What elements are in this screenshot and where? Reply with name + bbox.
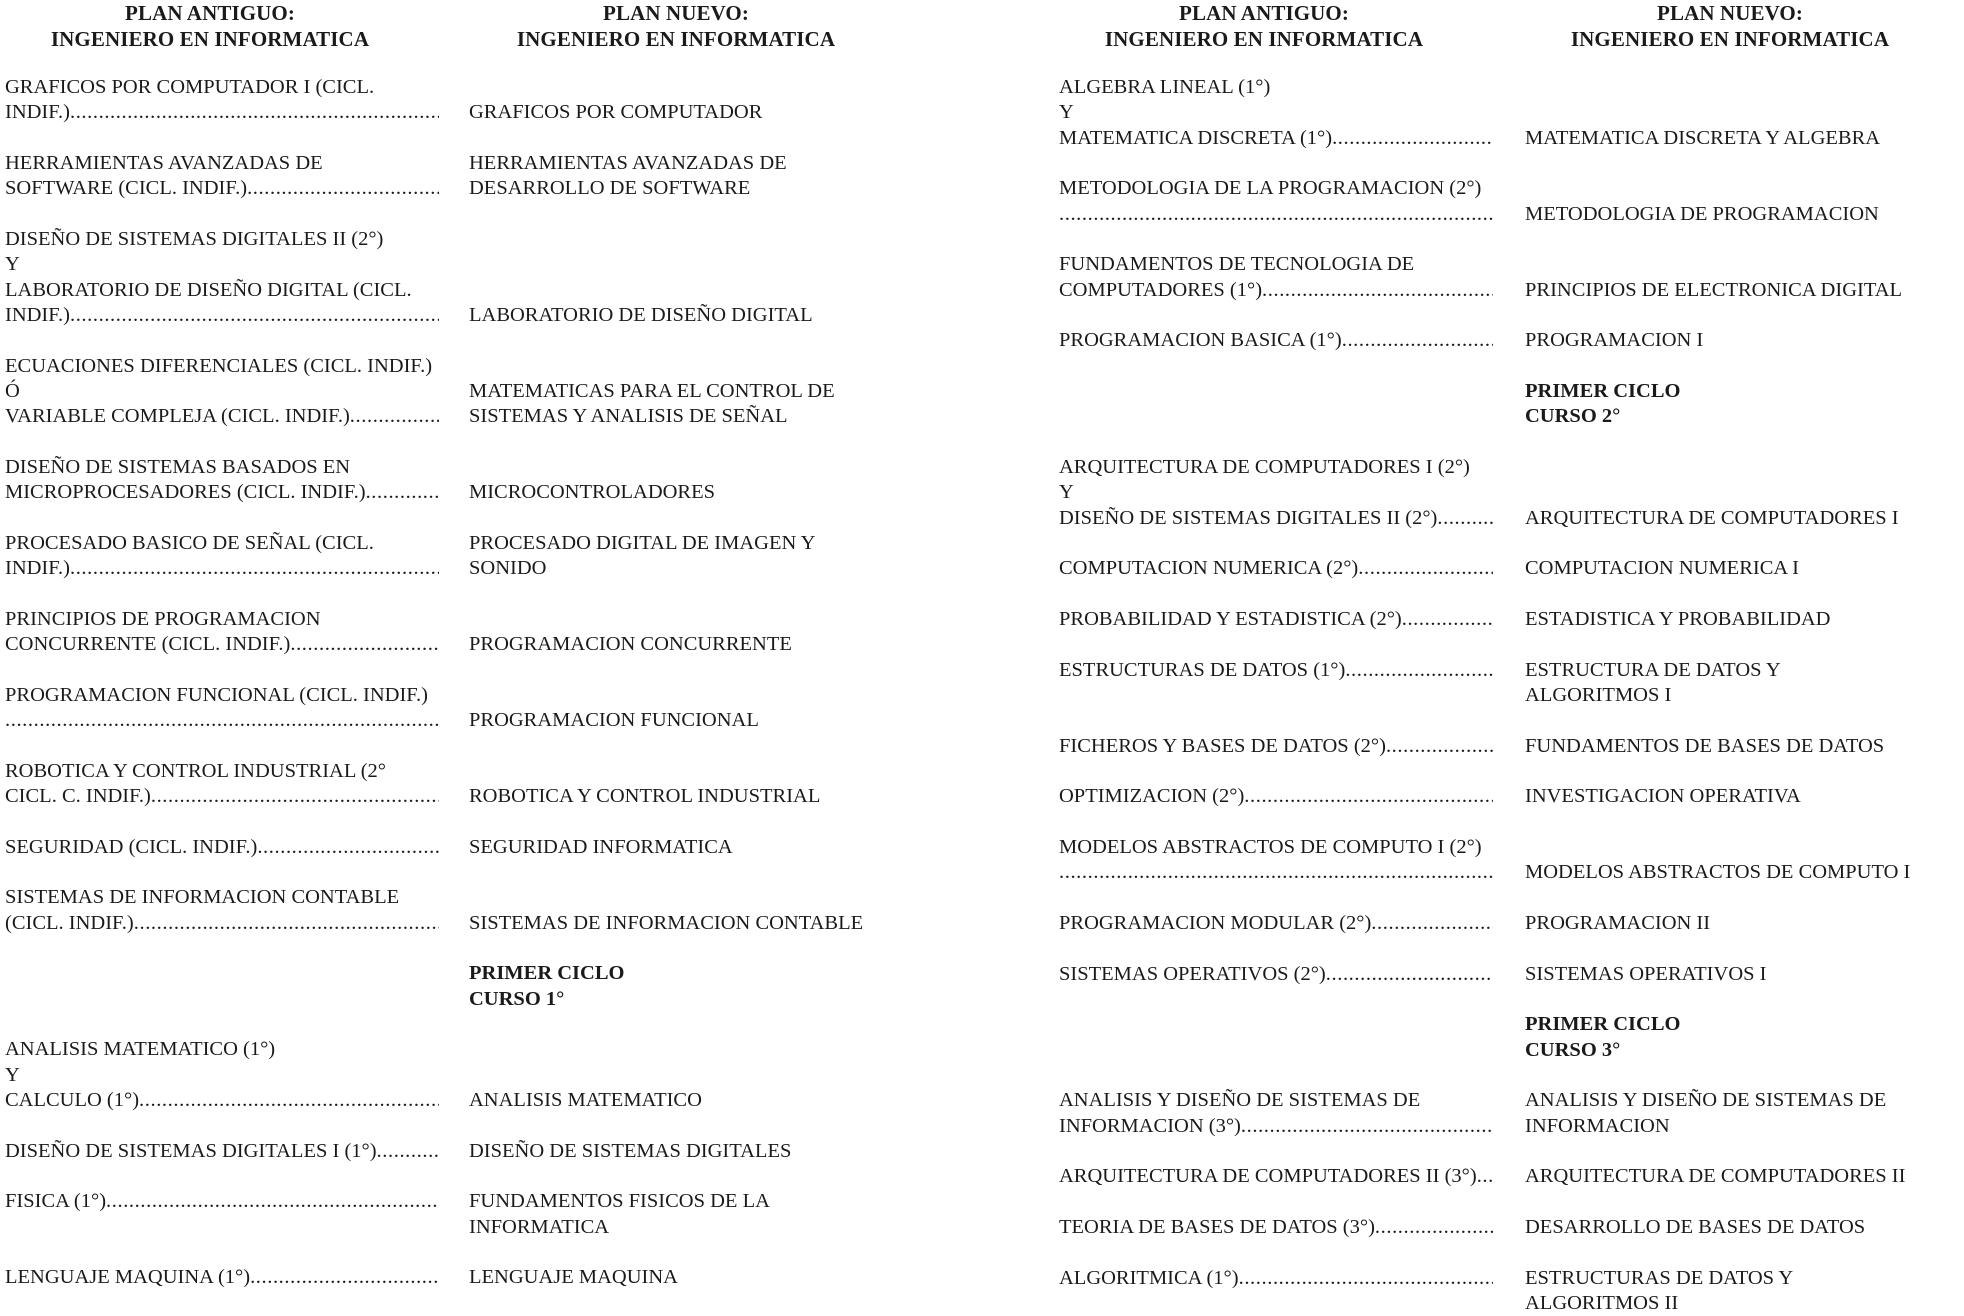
old-course-entry xyxy=(5,354,439,430)
entry-line: ROBOTICA Y CONTROL INDUSTRIAL (2° xyxy=(5,759,386,782)
entry-line xyxy=(1525,835,1960,860)
dot-leader xyxy=(1386,734,1493,759)
dot-leader xyxy=(247,176,439,201)
dot-leader xyxy=(290,632,439,657)
old-course-entry xyxy=(1059,1088,1493,1139)
entry-line-with-leader xyxy=(1059,1164,1493,1189)
new-course-entry xyxy=(1525,1215,1960,1240)
entry-line xyxy=(1525,455,1960,480)
old-course-entry xyxy=(5,835,439,860)
entry-line-with-leader xyxy=(1059,1266,1493,1291)
header-title: PLAN ANTIGUO: xyxy=(125,1,295,25)
entry-text: ARQUITECTURA DE COMPUTADORES II (3°) xyxy=(1059,1165,1477,1188)
section-spacer xyxy=(1059,1012,1493,1063)
entry-line-with-leader xyxy=(1059,1114,1493,1139)
new-course-entry xyxy=(1525,556,1960,581)
left-new-plan-column xyxy=(469,75,899,1291)
entry-line-with-leader xyxy=(5,556,439,581)
new-course-entry xyxy=(1525,328,1960,353)
entry-line: ANALISIS Y DISEÑO DE SISTEMAS DE xyxy=(1059,1089,1421,1112)
entry-text: CALCULO (1°) xyxy=(5,1089,140,1111)
header-subtitle: INGENIERO EN INFORMATICA xyxy=(516,27,836,51)
dot-leader xyxy=(1345,658,1493,683)
entry-line: MICROCONTROLADORES xyxy=(469,481,716,504)
entry-line: LABORATORIO DE DISEÑO DIGITAL (CICL. xyxy=(5,278,412,301)
entry-line: LENGUAJE MAQUINA xyxy=(469,1266,678,1289)
dot-leader xyxy=(1239,1266,1493,1291)
old-course-entry xyxy=(1059,1215,1493,1240)
dot-leader xyxy=(377,1139,439,1164)
section-spacer xyxy=(1059,379,1493,430)
entry-line-with-leader xyxy=(1059,126,1493,151)
old-course-entry xyxy=(1059,1266,1493,1316)
entry-line xyxy=(469,227,899,252)
entry-line: ARQUITECTURA DE COMPUTADORES I (2°) xyxy=(1059,455,1470,478)
dot-leader xyxy=(1371,911,1493,936)
old-course-entry xyxy=(1059,658,1493,709)
header-title: PLAN NUEVO: xyxy=(1657,1,1803,25)
entry-line: FUNDAMENTOS FISICOS DE LA xyxy=(469,1190,770,1213)
new-course-entry xyxy=(469,683,899,734)
entry-text: COMPUTACION NUMERICA (2°) xyxy=(1059,557,1359,580)
entry-line: ESTADISTICA Y PROBABILIDAD xyxy=(1525,607,1831,630)
entry-line: ARQUITECTURA DE COMPUTADORES II xyxy=(1525,1165,1906,1188)
entry-line xyxy=(469,1063,899,1088)
entry-line: ROBOTICA Y CONTROL INDUSTRIAL xyxy=(469,785,821,808)
old-course-entry xyxy=(1059,455,1493,531)
header-plan-nuevo-left xyxy=(466,0,886,52)
entry-line-with-leader xyxy=(5,100,439,125)
entry-text: OPTIMIZACION (2°) xyxy=(1059,785,1245,808)
entry-line: ALGORITMOS I xyxy=(1525,683,1672,706)
entry-line xyxy=(469,607,899,632)
entry-line: ANALISIS Y DISEÑO DE SISTEMAS DE xyxy=(1525,1089,1887,1112)
dot-leader xyxy=(106,1189,439,1214)
entry-line-with-leader xyxy=(1059,860,1493,885)
entry-line: INFORMATICA xyxy=(469,1215,610,1238)
entry-line-with-leader xyxy=(1059,556,1493,581)
entry-line-with-leader xyxy=(1059,506,1493,531)
entry-line: PROGRAMACION I xyxy=(1525,329,1704,352)
new-course-entry xyxy=(469,1265,899,1290)
section-heading-line: PRIMER CICLO xyxy=(1525,379,1681,402)
entry-text: CONCURRENTE (CICL. INDIF.) xyxy=(5,633,291,656)
entry-line: PROGRAMACION II xyxy=(1525,911,1711,934)
new-course-entry xyxy=(469,75,899,126)
dot-leader xyxy=(1262,278,1493,303)
dot-leader xyxy=(1241,1114,1493,1139)
new-course-entry xyxy=(1525,835,1960,886)
section-heading xyxy=(1525,379,1960,430)
new-course-entry xyxy=(1525,176,1960,227)
new-course-entry xyxy=(1525,784,1960,809)
new-course-entry xyxy=(1525,734,1960,759)
right-old-plan-column xyxy=(1059,75,1493,1316)
section-heading-line: CURSO 2° xyxy=(1525,405,1621,428)
entry-line-with-leader xyxy=(5,1139,439,1164)
dot-leader xyxy=(1375,1215,1493,1240)
dot-leader xyxy=(1358,556,1493,581)
old-course-entry xyxy=(5,1265,439,1290)
entry-line: PROCESADO BASICO DE SEÑAL (CICL. xyxy=(5,531,374,554)
entry-line xyxy=(469,278,899,303)
entry-line: DISEÑO DE SISTEMAS DIGITALES II (2°) xyxy=(5,227,384,250)
dot-leader xyxy=(151,784,439,809)
old-course-entry xyxy=(5,607,439,658)
section-heading xyxy=(1525,1012,1960,1063)
dot-leader xyxy=(1326,962,1493,987)
entry-line: PROGRAMACION CONCURRENTE xyxy=(469,633,792,656)
old-course-entry xyxy=(1059,911,1493,936)
entry-line: METODOLOGIA DE LA PROGRAMACION (2°) xyxy=(1059,177,1482,200)
entry-line: GRAFICOS POR COMPUTADOR I (CICL. xyxy=(5,76,375,98)
dot-leader xyxy=(1402,607,1493,632)
dot-leader xyxy=(250,1265,439,1290)
old-course-entry xyxy=(1059,556,1493,581)
entry-line: DISEÑO DE SISTEMAS BASADOS EN xyxy=(5,455,351,478)
new-course-entry xyxy=(1525,1088,1960,1139)
old-course-entry xyxy=(5,151,439,202)
dot-leader xyxy=(1059,860,1493,885)
old-course-entry xyxy=(5,683,439,734)
old-course-entry xyxy=(5,885,439,936)
new-course-entry xyxy=(469,759,899,810)
entry-line: FUNDAMENTOS DE BASES DE DATOS xyxy=(1525,734,1885,757)
dot-leader xyxy=(70,303,439,328)
entry-line-with-leader xyxy=(1059,328,1493,353)
entry-line-with-leader xyxy=(1059,1215,1493,1240)
dot-leader xyxy=(1477,1164,1493,1189)
entry-line: ALGORITMOS II xyxy=(1525,1291,1679,1314)
entry-text: LENGUAJE MAQUINA (1°) xyxy=(5,1266,251,1289)
entry-line xyxy=(1525,480,1960,505)
dot-leader xyxy=(70,556,439,581)
entry-line: MODELOS ABSTRACTOS DE COMPUTO I xyxy=(1525,861,1911,884)
old-course-entry xyxy=(5,455,439,506)
new-course-entry xyxy=(469,885,899,936)
entry-line: SISTEMAS DE INFORMACION CONTABLE xyxy=(469,911,864,934)
section-heading-line: PRIMER CICLO xyxy=(469,962,625,985)
header-subtitle: INGENIERO EN INFORMATICA xyxy=(1104,27,1424,51)
new-course-entry xyxy=(1525,75,1960,151)
entry-line-with-leader xyxy=(5,632,439,657)
entry-line xyxy=(469,252,899,277)
entry-line: DISEÑO DE SISTEMAS DIGITALES xyxy=(469,1139,792,1162)
old-course-entry xyxy=(5,75,439,126)
entry-line-with-leader xyxy=(1059,962,1493,987)
entry-text: FISICA (1°) xyxy=(5,1190,107,1213)
entry-line: Y xyxy=(5,253,20,276)
entry-line xyxy=(1525,176,1960,201)
entry-line-with-leader xyxy=(1059,607,1493,632)
entry-line: ESTRUCTURAS DE DATOS Y xyxy=(1525,1266,1794,1289)
entry-line-with-leader xyxy=(5,480,439,505)
entry-line: Y xyxy=(5,1063,20,1086)
entry-line: PROCESADO DIGITAL DE IMAGEN Y xyxy=(469,531,816,554)
entry-line xyxy=(469,885,899,910)
entry-line: PROGRAMACION FUNCIONAL (CICL. INDIF.) xyxy=(5,683,428,706)
new-course-entry xyxy=(469,151,899,202)
entry-line: DESARROLLO DE SOFTWARE xyxy=(469,177,751,200)
entry-text: PROBABILIDAD Y ESTADISTICA (2°) xyxy=(1059,607,1402,630)
header-plan-antiguo-right xyxy=(1054,0,1474,52)
left-old-plan-column xyxy=(5,75,439,1291)
old-course-entry xyxy=(5,227,439,328)
entry-line xyxy=(469,759,899,784)
entry-line-with-leader xyxy=(5,835,439,860)
old-course-entry xyxy=(1059,784,1493,809)
entry-text: (CICL. INDIF.) xyxy=(5,911,134,934)
entry-line xyxy=(1525,100,1960,125)
new-course-entry xyxy=(1525,1164,1960,1189)
header-subtitle: INGENIERO EN INFORMATICA xyxy=(50,27,370,51)
entry-line: ARQUITECTURA DE COMPUTADORES I xyxy=(1525,506,1899,529)
entry-line: ANALISIS MATEMATICO (1°) xyxy=(5,1038,276,1061)
section-heading-line: CURSO 1° xyxy=(469,987,565,1010)
entry-line-with-leader xyxy=(1059,734,1493,759)
dot-leader xyxy=(70,100,439,125)
entry-line-with-leader xyxy=(1059,278,1493,303)
dot-leader xyxy=(1244,784,1493,809)
old-course-entry xyxy=(1059,962,1493,987)
dot-leader xyxy=(1342,328,1493,353)
dot-leader xyxy=(257,835,439,860)
entry-text: INDIF.) xyxy=(5,101,70,124)
entry-text: DISEÑO DE SISTEMAS DIGITALES I (1°) xyxy=(5,1139,377,1162)
entry-line: MATEMATICA DISCRETA Y ALGEBRA xyxy=(1525,126,1881,149)
right-new-plan-column xyxy=(1525,75,1960,1316)
dot-leader xyxy=(5,708,439,733)
entry-text: SISTEMAS OPERATIVOS (2°) xyxy=(1059,962,1326,985)
entry-line: Y xyxy=(1059,481,1074,504)
section-spacer xyxy=(5,961,439,1012)
header-title: PLAN NUEVO: xyxy=(603,1,749,25)
dot-leader xyxy=(134,911,439,936)
new-course-entry xyxy=(469,455,899,506)
entry-line: PROGRAMACION FUNCIONAL xyxy=(469,709,759,732)
entry-line: SISTEMAS OPERATIVOS I xyxy=(1525,962,1767,985)
new-course-entry xyxy=(469,227,899,328)
old-course-entry xyxy=(1059,252,1493,303)
entry-line xyxy=(469,1037,899,1062)
new-course-entry xyxy=(1525,962,1960,987)
entry-line: SISTEMAS DE INFORMACION CONTABLE xyxy=(5,886,400,909)
entry-line: ANALISIS MATEMATICO xyxy=(469,1089,702,1111)
entry-line: HERRAMIENTAS AVANZADAS DE xyxy=(469,151,787,174)
entry-line: PRINCIPIOS DE PROGRAMACION xyxy=(5,607,321,630)
entry-line: SONIDO xyxy=(469,557,547,580)
entry-text: INDIF.) xyxy=(5,557,70,580)
entry-text: ALGORITMICA (1°) xyxy=(1059,1266,1239,1289)
entry-line: METODOLOGIA DE PROGRAMACION xyxy=(1525,202,1879,225)
entry-text: ESTRUCTURAS DE DATOS (1°) xyxy=(1059,658,1346,681)
entry-line: ECUACIONES DIFERENCIALES (CICL. INDIF.) xyxy=(5,354,433,377)
entry-text: FICHEROS Y BASES DE DATOS (2°) xyxy=(1059,734,1386,757)
entry-line: Y xyxy=(1059,101,1074,124)
entry-line xyxy=(469,683,899,708)
dot-leader xyxy=(139,1088,439,1113)
header-subtitle: INGENIERO EN INFORMATICA xyxy=(1570,27,1890,51)
old-course-entry xyxy=(1059,734,1493,759)
entry-line: PRINCIPIOS DE ELECTRONICA DIGITAL xyxy=(1525,278,1903,301)
entry-line-with-leader xyxy=(5,1088,439,1113)
entry-text: MICROPROCESADORES (CICL. INDIF.) xyxy=(5,481,366,504)
entry-text: SOFTWARE (CICL. INDIF.) xyxy=(5,177,248,200)
old-course-entry xyxy=(5,759,439,810)
entry-line: LABORATORIO DE DISEÑO DIGITAL xyxy=(469,303,813,326)
new-course-entry xyxy=(1525,1266,1960,1316)
dot-leader xyxy=(1059,202,1493,227)
section-heading xyxy=(469,961,899,1012)
entry-line xyxy=(469,354,899,379)
new-course-entry xyxy=(469,531,899,582)
old-course-entry xyxy=(5,1037,439,1113)
new-course-entry xyxy=(1525,911,1960,936)
entry-line: MATEMATICAS PARA EL CONTROL DE xyxy=(469,379,835,402)
entry-line-with-leader xyxy=(5,911,439,936)
entry-text: COMPUTADORES (1°) xyxy=(1059,278,1263,301)
new-course-entry xyxy=(469,1139,899,1164)
dot-leader xyxy=(1332,126,1493,151)
entry-line-with-leader xyxy=(5,404,439,429)
entry-line-with-leader xyxy=(5,784,439,809)
entry-line: SEGURIDAD INFORMATICA xyxy=(469,835,733,858)
entry-text: INDIF.) xyxy=(5,303,70,326)
old-course-entry xyxy=(1059,607,1493,632)
entry-line: MODELOS ABSTRACTOS DE COMPUTO I (2°) xyxy=(1059,835,1482,858)
old-course-entry xyxy=(1059,1164,1493,1189)
entry-line: Ó xyxy=(5,379,20,402)
entry-text: TEORIA DE BASES DE DATOS (3°) xyxy=(1059,1215,1375,1238)
entry-line: INFORMACION xyxy=(1525,1114,1670,1137)
entry-text: INFORMACION (3°) xyxy=(1059,1114,1241,1137)
entry-text: PROGRAMACION BASICA (1°) xyxy=(1059,329,1342,352)
new-course-entry xyxy=(469,1037,899,1113)
dot-leader xyxy=(350,404,439,429)
entry-line: ESTRUCTURA DE DATOS Y xyxy=(1525,658,1781,681)
entry-text: PROGRAMACION MODULAR (2°) xyxy=(1059,911,1372,934)
section-heading-line: CURSO 3° xyxy=(1525,1038,1621,1061)
old-course-entry xyxy=(5,531,439,582)
old-course-entry xyxy=(5,1189,439,1240)
old-course-entry xyxy=(1059,835,1493,886)
entry-line-with-leader xyxy=(1059,658,1493,683)
entry-line: ALGEBRA LINEAL (1°) xyxy=(1059,76,1271,98)
old-course-entry xyxy=(1059,176,1493,227)
entry-text: MATEMATICA DISCRETA (1°) xyxy=(1059,126,1333,149)
entry-line-with-leader xyxy=(5,1189,439,1214)
entry-line: GRAFICOS POR COMPUTADOR xyxy=(469,101,763,124)
new-course-entry xyxy=(469,835,899,860)
entry-text: DISEÑO DE SISTEMAS DIGITALES II (2°) xyxy=(1059,506,1438,529)
header-plan-antiguo-left xyxy=(0,0,420,52)
entry-line xyxy=(469,75,899,100)
entry-line-with-leader xyxy=(5,708,439,733)
entry-line-with-leader xyxy=(1059,911,1493,936)
new-course-entry xyxy=(1525,607,1960,632)
entry-line-with-leader xyxy=(5,176,439,201)
entry-line xyxy=(1525,252,1960,277)
entry-line-with-leader xyxy=(5,1265,439,1290)
entry-line-with-leader xyxy=(5,303,439,328)
new-course-entry xyxy=(469,354,899,430)
old-course-entry xyxy=(1059,328,1493,353)
new-course-entry xyxy=(1525,252,1960,303)
new-course-entry xyxy=(469,1189,899,1240)
entry-line xyxy=(469,455,899,480)
entry-text: CICL. C. INDIF.) xyxy=(5,785,151,808)
old-course-entry xyxy=(1059,75,1493,151)
dot-leader xyxy=(1437,506,1493,531)
entry-line-with-leader xyxy=(1059,784,1493,809)
entry-line: INVESTIGACION OPERATIVA xyxy=(1525,785,1801,808)
entry-line-with-leader xyxy=(1059,202,1493,227)
entry-text: VARIABLE COMPLEJA (CICL. INDIF.) xyxy=(5,405,350,428)
new-course-entry xyxy=(1525,455,1960,531)
header-title: PLAN ANTIGUO: xyxy=(1179,1,1349,25)
header-plan-nuevo-right xyxy=(1520,0,1940,52)
section-heading-line: PRIMER CICLO xyxy=(1525,1013,1681,1036)
new-course-entry xyxy=(469,607,899,658)
entry-line: SISTEMAS Y ANALISIS DE SEÑAL xyxy=(469,405,788,428)
entry-line: HERRAMIENTAS AVANZADAS DE xyxy=(5,151,323,174)
new-course-entry xyxy=(1525,658,1960,709)
dot-leader xyxy=(366,480,439,505)
entry-line: FUNDAMENTOS DE TECNOLOGIA DE xyxy=(1059,253,1415,276)
old-course-entry xyxy=(5,1139,439,1164)
entry-line xyxy=(1525,75,1960,100)
entry-line: COMPUTACION NUMERICA I xyxy=(1525,557,1799,580)
entry-text: SEGURIDAD (CICL. INDIF.) xyxy=(5,835,258,858)
entry-line: DESARROLLO DE BASES DE DATOS xyxy=(1525,1215,1866,1238)
